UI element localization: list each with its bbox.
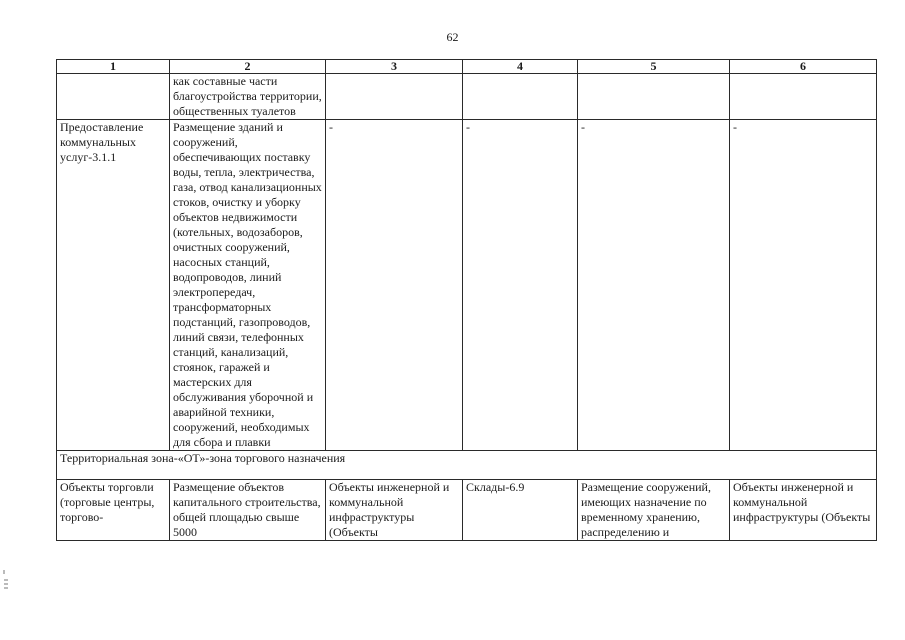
trade-objects-row (57, 480, 877, 541)
trade-cell-4 (463, 480, 578, 541)
column-header-3: 3 (326, 60, 463, 74)
land-use-table (56, 59, 877, 541)
continuation-cell-4 (463, 74, 578, 120)
trade-cell-2 (170, 480, 326, 541)
utility-cell-5: - (578, 120, 730, 451)
scan-margin-marks (3, 570, 9, 597)
trade-auxiliary-use: Объекты инженерной и коммунальной инфраструктуры (Объекты (329, 480, 450, 539)
zone-title: Территориальная зона-«ОТ»-зона торгового назначения (57, 451, 877, 480)
trade-conditional-description: Размещение сооружений, имеющих назначение по временному хранению, распределению и (581, 480, 711, 539)
utility-use-description: Размещение зданий и сооружений, обеспечивающих поставку воды, тепла, электричества, газа, отвод канализационных стоков, очистку и уборку объектов недвижимости (котельных, водозаборов, очистных сооружений, насосных станций, водопроводов, линий электропередач, трансформаторных подстанций, газопроводов, линий связи, телефонных станций, канализаций, стоянок, гаражей и мастерских для обслуживания уборочной и аварийной техники, сооружений, необходимых для сбора и плавки (170, 120, 326, 451)
column-header-6: 6 (730, 60, 877, 74)
continuation-cell-6 (730, 74, 877, 120)
continuation-cell-3 (326, 74, 463, 120)
utility-use-name: Предоставление коммунальных услуг-3.1.1 (57, 120, 170, 451)
continuation-cell-2: как составные части благоустройства территории, общественных туалетов (170, 74, 326, 120)
utility-cell-4: - (463, 120, 578, 451)
continuation-row (57, 74, 877, 120)
trade-cell-1 (57, 480, 170, 541)
column-header-2: 2 (170, 60, 326, 74)
utility-cell-3: - (326, 120, 463, 451)
trade-use-name: Объекты торговли (торговые центры, торгово- (60, 480, 155, 524)
trade-conditional-use: Склады-6.9 (466, 480, 525, 494)
continuation-cell-1 (57, 74, 170, 120)
trade-cell-5 (578, 480, 730, 541)
header-row (57, 60, 877, 74)
zone-title-row (57, 451, 877, 480)
column-header-1: 1 (57, 60, 170, 74)
trade-cell-3 (326, 480, 463, 541)
scan-mark-icon (3, 570, 9, 596)
utility-services-row (57, 120, 877, 451)
utility-cell-6: - (730, 120, 877, 451)
trade-cell-6 (730, 480, 877, 541)
page-number: 62 (446, 30, 459, 44)
continuation-cell-5 (578, 74, 730, 120)
column-header-4: 4 (463, 60, 578, 74)
trade-conditional-auxiliary: Объекты инженерной и коммунальной инфраструктуры (Объекты (733, 480, 871, 524)
trade-use-description: Размещение объектов капитального строительства, общей площадью свыше 5000 (173, 480, 321, 539)
column-header-5: 5 (578, 60, 730, 74)
